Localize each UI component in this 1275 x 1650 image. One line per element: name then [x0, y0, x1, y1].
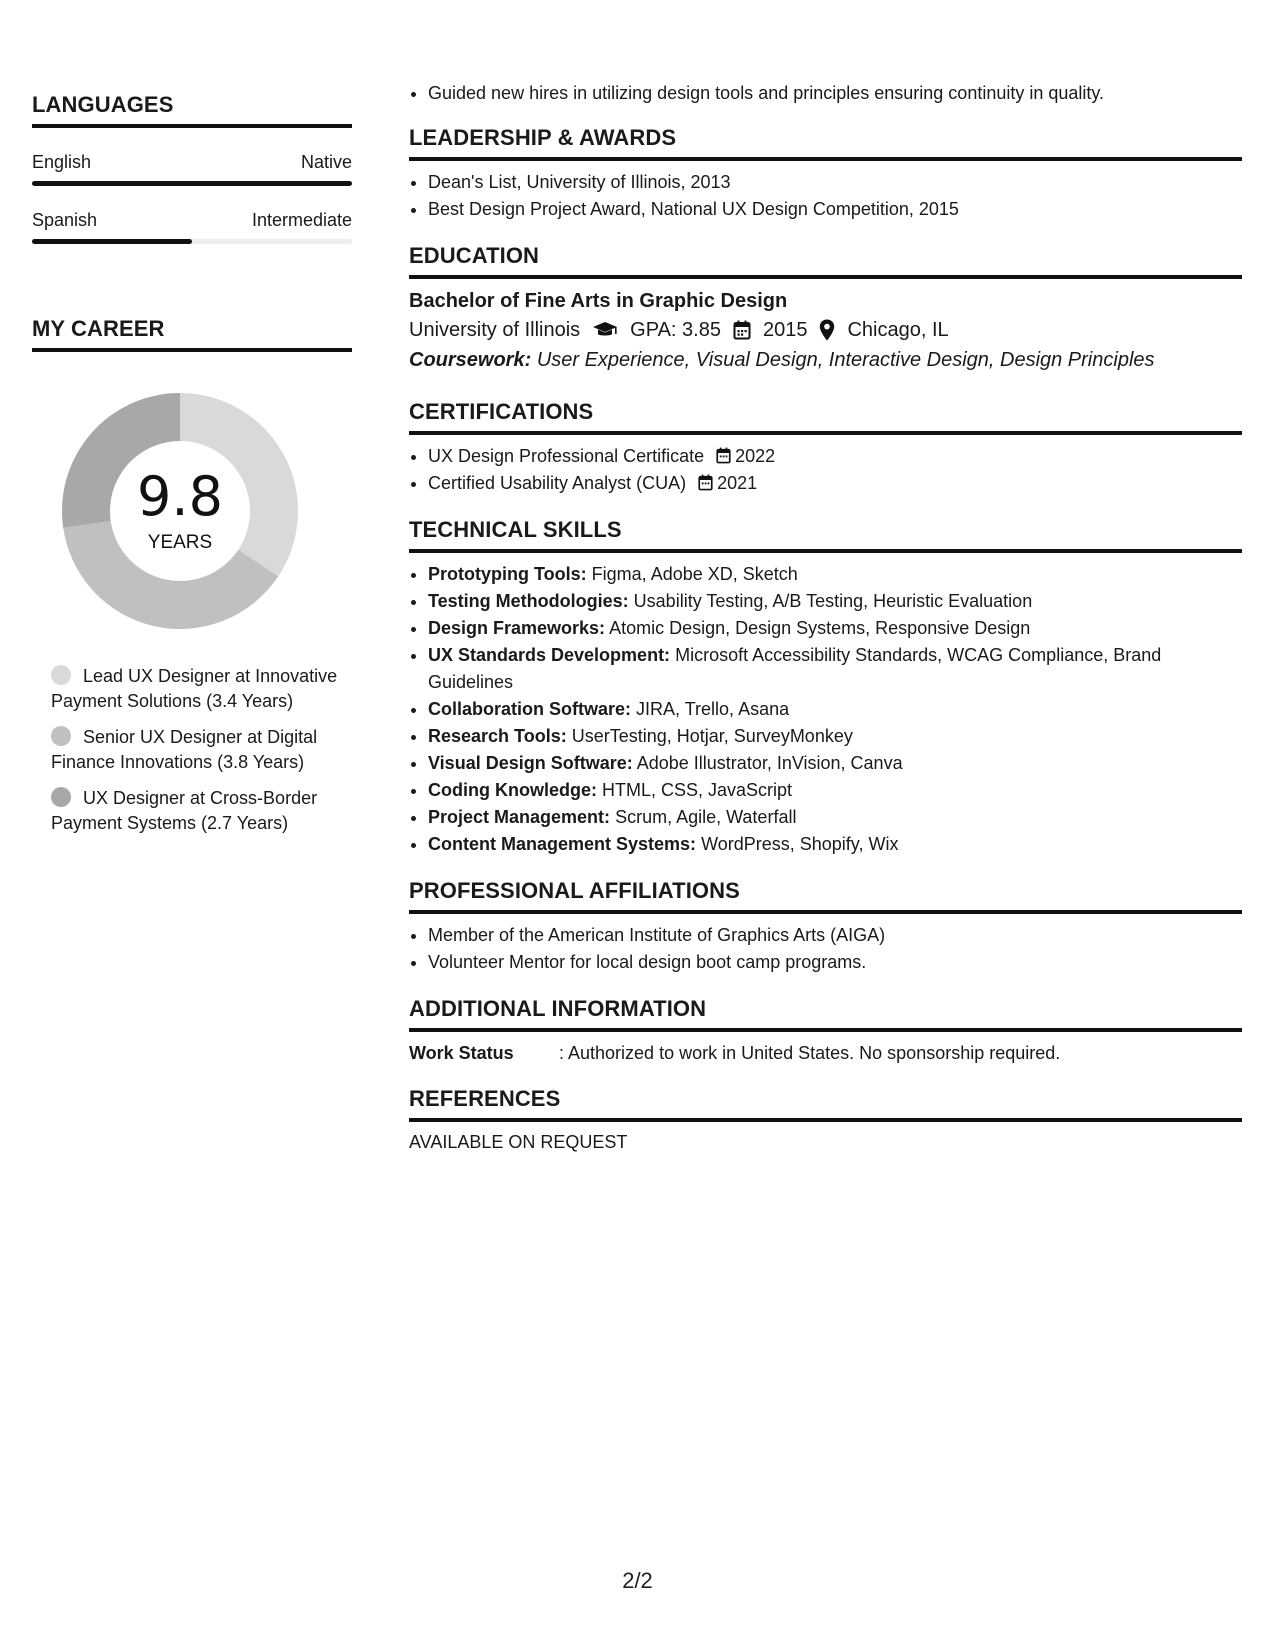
education-school: University of Illinois — [409, 319, 581, 341]
language-name: Spanish — [32, 210, 98, 230]
legend-label: Senior UX Designer at Digital Finance Innovations (3.8 Years) — [51, 727, 318, 772]
skill-label: Project Management: — [428, 807, 611, 827]
career-legend — [51, 664, 352, 836]
legend-dot — [51, 665, 71, 685]
certification-name: Certified Usability Analyst (CUA) — [428, 473, 687, 493]
award-item: • Dean's List, University of Illinois, 2013 — [428, 169, 1242, 196]
work-status-label: Work Status — [409, 1043, 514, 1063]
skill-item — [428, 831, 1242, 858]
skill-label: Research Tools: — [428, 726, 567, 746]
donut-center — [55, 386, 305, 636]
skill-value: Adobe Illustrator, InVision, Canva — [636, 753, 903, 773]
left-column — [32, 92, 352, 847]
legend-item — [51, 786, 352, 836]
calendar-icon — [716, 447, 731, 464]
legend-label: Lead UX Designer at Innovative Payment Solutions (3.4 Years) — [51, 666, 338, 711]
page-number: 2/2 — [622, 1568, 653, 1593]
graduation-cap-icon — [592, 321, 618, 339]
references-section — [409, 1086, 1242, 1153]
references-title: REFERENCES — [409, 1086, 1242, 1122]
legend-item — [51, 664, 352, 714]
certification-name: UX Design Professional Certificate — [428, 446, 705, 466]
education-coursework — [409, 345, 1242, 375]
work-status-row — [409, 1040, 1242, 1066]
skill-value: Usability Testing, A/B Testing, Heuristic Evaluation — [633, 591, 1033, 611]
skill-item — [428, 696, 1242, 723]
experience-bullet: • Guided new hires in utilizing design tools and principles ensuring continuity in quality. — [428, 80, 1242, 107]
education-section — [409, 243, 1242, 375]
skill-value: Figma, Adobe XD, Sketch — [591, 564, 798, 584]
experience-bullets — [409, 80, 1242, 107]
additional-title: ADDITIONAL INFORMATION — [409, 996, 1242, 1032]
certification-item — [428, 470, 1242, 497]
skill-item — [428, 723, 1242, 750]
legend-dot — [51, 787, 71, 807]
skill-item — [428, 561, 1242, 588]
education-degree: Bachelor of Fine Arts in Graphic Design — [409, 290, 788, 312]
affiliation-item: • Member of the American Institute of Graphics Arts (AIGA) — [428, 922, 1242, 949]
certification-year: 2022 — [735, 446, 776, 466]
education-gpa: GPA: 3.85 — [630, 319, 721, 341]
certification-item — [428, 443, 1242, 470]
references-text: AVAILABLE ON REQUEST — [409, 1132, 628, 1152]
certifications-section — [409, 399, 1242, 497]
skill-label: Collaboration Software: — [428, 699, 632, 719]
education-details — [409, 315, 1242, 345]
languages-title: LANGUAGES — [32, 92, 352, 128]
right-column — [409, 80, 1242, 1153]
skill-value: Atomic Design, Design Systems, Responsive Design — [609, 618, 1031, 638]
skill-label: Design Frameworks: — [428, 618, 606, 638]
calendar-icon — [698, 474, 713, 491]
skill-item — [428, 750, 1242, 777]
legend-dot — [51, 726, 71, 746]
certification-year: 2021 — [717, 473, 758, 493]
skill-label: Visual Design Software: — [428, 753, 633, 773]
skills-section — [409, 517, 1242, 858]
language-level: Native — [300, 152, 352, 172]
language-proficiency-bar — [32, 181, 352, 186]
calendar-icon — [733, 320, 751, 340]
education-title: EDUCATION — [409, 243, 1242, 279]
skill-item — [428, 642, 1242, 696]
coursework-value: User Experience, Visual Design, Interactive Design, Design Principles — [536, 349, 1155, 371]
education-location: Chicago, IL — [847, 319, 949, 341]
legend-label: UX Designer at Cross-Border Payment Systems (2.7 Years) — [51, 788, 318, 833]
work-status-value: : Authorized to work in United States. No sponsorship required. — [559, 1043, 1061, 1063]
skill-label: Content Management Systems: — [428, 834, 697, 854]
awards-section — [409, 125, 1242, 223]
affiliations-section — [409, 878, 1242, 976]
skill-label: Prototyping Tools: — [428, 564, 587, 584]
skill-item — [428, 588, 1242, 615]
awards-title: LEADERSHIP & AWARDS — [409, 125, 1242, 161]
skills-title: TECHNICAL SKILLS — [409, 517, 1242, 553]
skill-item — [428, 777, 1242, 804]
language-proficiency-bar — [32, 239, 352, 244]
skill-label: Testing Methodologies: — [428, 591, 629, 611]
language-name: English — [32, 152, 92, 172]
skill-value: Scrum, Agile, Waterfall — [615, 807, 797, 827]
skill-value: HTML, CSS, JavaScript — [602, 780, 793, 800]
skill-item — [428, 615, 1242, 642]
language-english — [32, 152, 352, 186]
education-year: 2015 — [762, 319, 808, 341]
skill-label: UX Standards Development: — [428, 645, 671, 665]
certifications-title: CERTIFICATIONS — [409, 399, 1242, 435]
affiliations-title: PROFESSIONAL AFFILIATIONS — [409, 878, 1242, 914]
language-proficiency-fill — [32, 239, 192, 244]
skill-label: Coding Knowledge: — [428, 780, 597, 800]
career-donut-chart — [55, 386, 305, 636]
career-years-unit: YEARS — [147, 532, 213, 553]
legend-item — [51, 725, 352, 775]
additional-section — [409, 996, 1242, 1066]
language-proficiency-fill — [32, 181, 352, 186]
skill-value: UserTesting, Hotjar, SurveyMonkey — [571, 726, 853, 746]
location-pin-icon — [819, 319, 835, 341]
language-spanish — [32, 210, 352, 244]
affiliation-item: • Volunteer Mentor for local design boot camp programs. — [428, 949, 1242, 976]
skill-value: WordPress, Shopify, Wix — [701, 834, 899, 854]
skill-value: Microsoft Accessibility Standards, WCAG Compliance, Brand Guidelines — [428, 645, 1162, 692]
career-title: MY CAREER — [32, 316, 352, 352]
award-item: • Best Design Project Award, National UX Design Competition, 2015 — [428, 196, 1242, 223]
coursework-label: Coursework: — [409, 349, 532, 371]
skill-item — [428, 804, 1242, 831]
career-total-years: 9.8 — [137, 465, 223, 528]
skill-value: JIRA, Trello, Asana — [636, 699, 790, 719]
language-level: Intermediate — [251, 210, 352, 230]
